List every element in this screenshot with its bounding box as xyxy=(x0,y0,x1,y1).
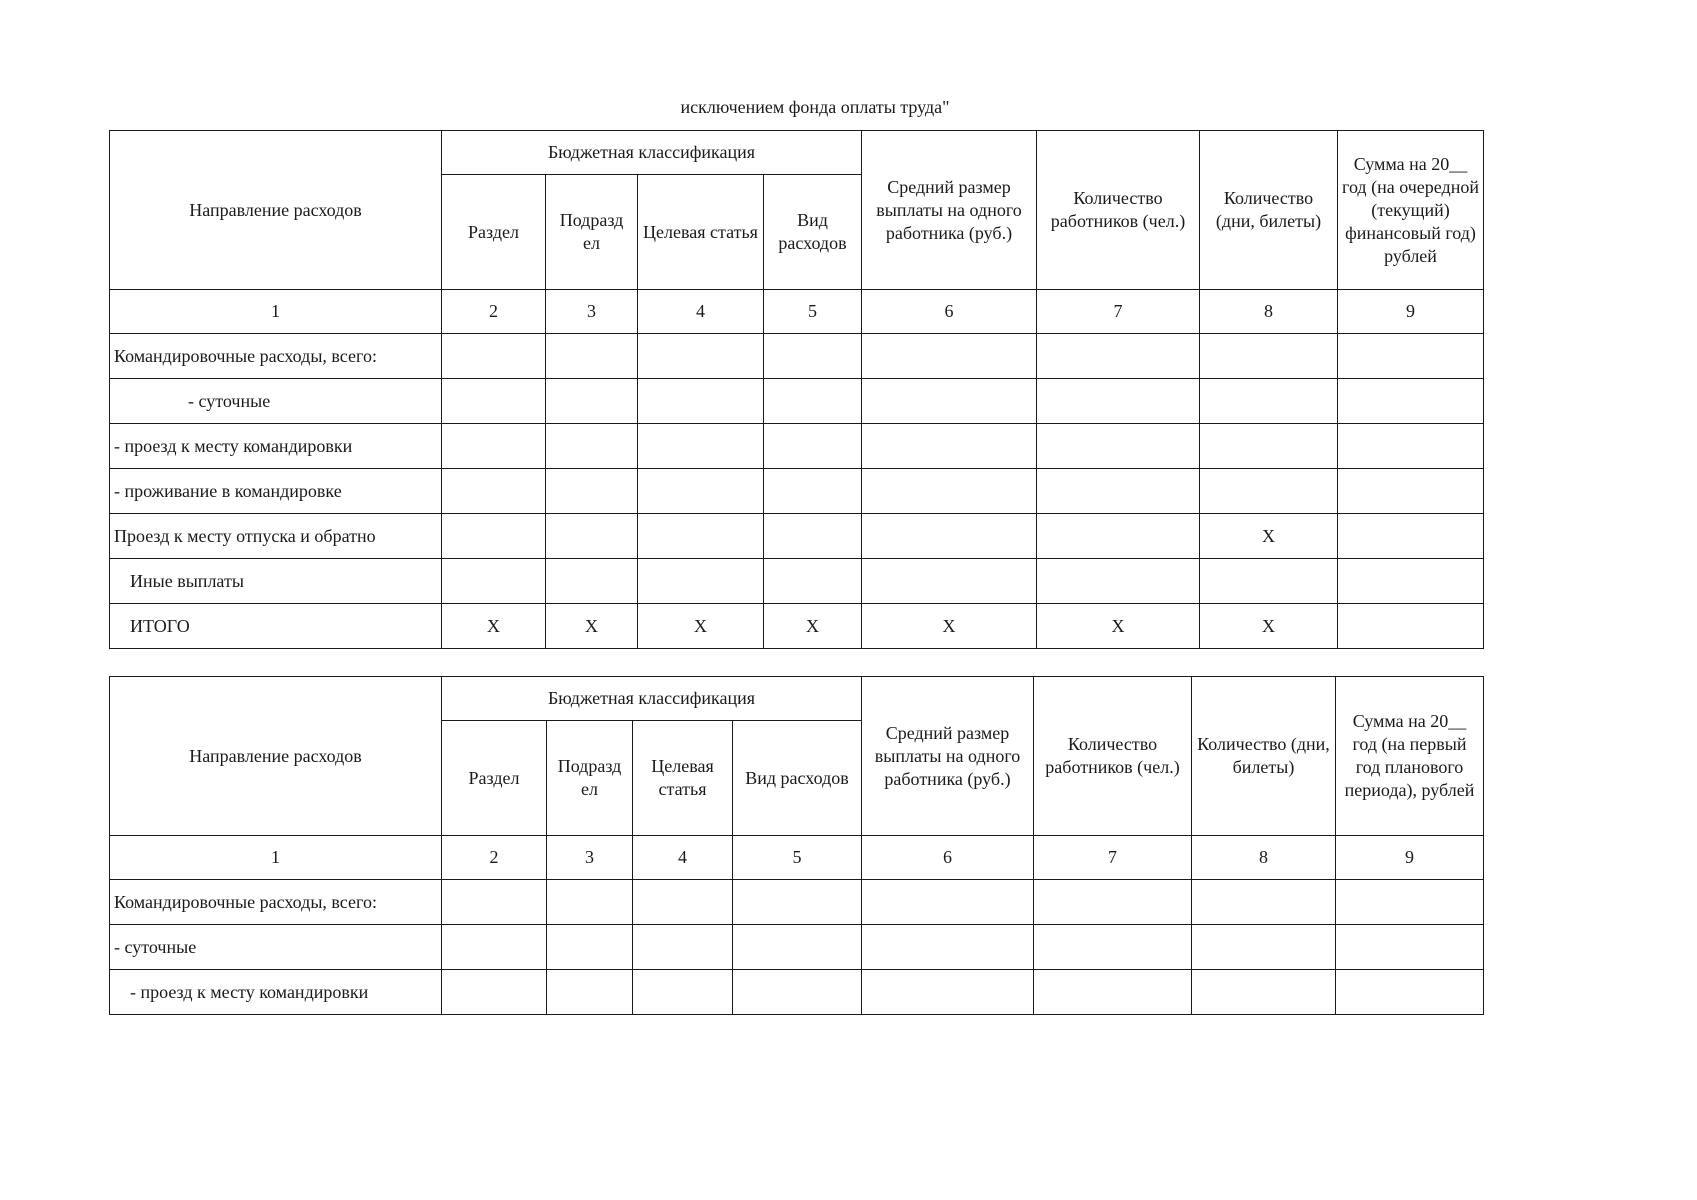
table-row xyxy=(110,379,1484,424)
table-cell xyxy=(442,514,546,559)
table-cell: X xyxy=(546,604,638,649)
col-number: 8 xyxy=(1192,836,1336,880)
table-row xyxy=(110,559,1484,604)
col-number: 6 xyxy=(862,290,1037,334)
table-cell xyxy=(862,880,1034,925)
table-cell: X xyxy=(764,604,862,649)
header-direction: Направление расходов xyxy=(110,677,442,836)
table-cell: X xyxy=(1200,604,1338,649)
table-cell xyxy=(1200,334,1338,379)
table-cell xyxy=(546,469,638,514)
column-number-row xyxy=(110,290,1484,334)
row-label: - проезд к месту командировки xyxy=(110,970,442,1015)
table-cell xyxy=(1338,514,1484,559)
table-cell: X xyxy=(442,604,546,649)
table-cell xyxy=(546,334,638,379)
table-cell xyxy=(442,334,546,379)
table-cell xyxy=(546,559,638,604)
table-cell xyxy=(1037,514,1200,559)
table-row xyxy=(110,424,1484,469)
table-cell xyxy=(1336,925,1484,970)
col-number: 4 xyxy=(633,836,733,880)
table-cell xyxy=(638,379,764,424)
table-cell xyxy=(1192,925,1336,970)
header-budget-classification: Бюджетная классификация xyxy=(442,131,862,175)
table-cell xyxy=(764,469,862,514)
row-label: Иные выплаты xyxy=(110,559,442,604)
table-cell xyxy=(442,559,546,604)
row-label: - суточные xyxy=(110,925,442,970)
header-target-article: Целевая статья xyxy=(638,175,764,290)
table-cell xyxy=(733,925,862,970)
table-cell xyxy=(862,469,1037,514)
header-expense-type: Вид расходов xyxy=(764,175,862,290)
header-workers-count: Количество работников (чел.) xyxy=(1034,677,1192,836)
table-cell xyxy=(1338,604,1484,649)
table-row xyxy=(110,925,1484,970)
header-workers-count: Количество работников (чел.) xyxy=(1037,131,1200,290)
col-number: 7 xyxy=(1037,290,1200,334)
table-cell xyxy=(1037,469,1200,514)
table-cell xyxy=(1192,970,1336,1015)
table-cell xyxy=(1338,559,1484,604)
header-subsection: Подразд ел xyxy=(546,175,638,290)
table-cell xyxy=(442,469,546,514)
document-title: исключением фонда оплаты труда" xyxy=(680,97,950,117)
table-cell xyxy=(1034,925,1192,970)
table-cell: X xyxy=(862,604,1037,649)
col-number: 1 xyxy=(110,290,442,334)
table-cell: X xyxy=(1200,514,1338,559)
table-cell xyxy=(764,559,862,604)
table-row xyxy=(110,514,1484,559)
header-sum: Сумма на 20__ год (на первый год планового периода), рублей xyxy=(1336,677,1484,836)
table-cell xyxy=(1200,379,1338,424)
col-number: 4 xyxy=(638,290,764,334)
header-avg-payment: Средний размер выплаты на одного работника (руб.) xyxy=(862,677,1034,836)
table-cell xyxy=(764,424,862,469)
table-cell xyxy=(1200,559,1338,604)
table-cell xyxy=(1037,379,1200,424)
row-label: Проезд к месту отпуска и обратно xyxy=(110,514,442,559)
table-cell xyxy=(862,970,1034,1015)
col-number: 7 xyxy=(1034,836,1192,880)
table-row xyxy=(110,469,1484,514)
table-cell xyxy=(862,379,1037,424)
table-cell xyxy=(633,970,733,1015)
table-cell: X xyxy=(1037,604,1200,649)
table-row xyxy=(110,970,1484,1015)
table-cell xyxy=(547,970,633,1015)
table-cell xyxy=(546,424,638,469)
col-number: 9 xyxy=(1336,836,1484,880)
row-label: Командировочные расходы, всего: xyxy=(110,334,442,379)
header-days-tickets: Количество (дни, билеты) xyxy=(1200,131,1338,290)
table-cell xyxy=(1336,880,1484,925)
col-number: 3 xyxy=(546,290,638,334)
header-avg-payment: Средний размер выплаты на одного работника (руб.) xyxy=(862,131,1037,290)
header-budget-classification: Бюджетная классификация xyxy=(442,677,862,721)
table-cell xyxy=(638,559,764,604)
table-cell xyxy=(1034,970,1192,1015)
table-cell xyxy=(442,424,546,469)
table-row xyxy=(110,604,1484,649)
header-section: Раздел xyxy=(442,175,546,290)
row-label: - суточные xyxy=(110,379,442,424)
col-number: 6 xyxy=(862,836,1034,880)
table-cell: X xyxy=(638,604,764,649)
expense-table-current-year xyxy=(109,130,1484,649)
row-label-total: ИТОГО xyxy=(110,604,442,649)
table-cell xyxy=(1200,469,1338,514)
col-number: 2 xyxy=(442,836,547,880)
table-cell xyxy=(1338,334,1484,379)
table-cell xyxy=(1037,424,1200,469)
table-cell xyxy=(1336,970,1484,1015)
table-cell xyxy=(442,970,547,1015)
col-number: 3 xyxy=(547,836,633,880)
header-subsection: Подразд ел xyxy=(547,721,633,836)
header-direction: Направление расходов xyxy=(110,131,442,290)
row-label: - проезд к месту командировки xyxy=(110,424,442,469)
table-cell xyxy=(862,424,1037,469)
table-cell xyxy=(1338,469,1484,514)
col-number: 2 xyxy=(442,290,546,334)
table-cell xyxy=(633,880,733,925)
header-days-tickets: Количество (дни, билеты) xyxy=(1192,677,1336,836)
header-expense-type: Вид расходов xyxy=(733,721,862,836)
header-target-article: Целевая статья xyxy=(633,721,733,836)
table-cell xyxy=(547,880,633,925)
row-label: - проживание в командировке xyxy=(110,469,442,514)
table-cell xyxy=(442,925,547,970)
table-cell xyxy=(733,970,862,1015)
header-section: Раздел xyxy=(442,721,547,836)
row-label: Командировочные расходы, всего: xyxy=(110,880,442,925)
table-row xyxy=(110,880,1484,925)
table-cell xyxy=(1338,424,1484,469)
table-cell xyxy=(546,514,638,559)
col-number: 5 xyxy=(764,290,862,334)
table-cell xyxy=(862,334,1037,379)
table-cell xyxy=(1034,880,1192,925)
table-cell xyxy=(1338,379,1484,424)
table-cell xyxy=(1037,334,1200,379)
table-cell xyxy=(1037,559,1200,604)
table-cell xyxy=(733,880,862,925)
table-cell xyxy=(633,925,733,970)
column-number-row xyxy=(110,836,1484,880)
col-number: 5 xyxy=(733,836,862,880)
table-cell xyxy=(638,469,764,514)
table-cell xyxy=(862,514,1037,559)
table-cell xyxy=(547,925,633,970)
table-cell xyxy=(638,514,764,559)
col-number: 9 xyxy=(1338,290,1484,334)
col-number: 8 xyxy=(1200,290,1338,334)
header-sum: Сумма на 20__ год (на очередной (текущий) финансовый год) рублей xyxy=(1338,131,1484,290)
table-cell xyxy=(764,379,862,424)
table-cell xyxy=(862,925,1034,970)
table-cell xyxy=(764,514,862,559)
col-number: 1 xyxy=(110,836,442,880)
expense-table-planning-year xyxy=(109,676,1484,1015)
table-cell xyxy=(1192,880,1336,925)
table-cell xyxy=(638,424,764,469)
table-cell xyxy=(442,379,546,424)
table-cell xyxy=(764,334,862,379)
table-cell xyxy=(638,334,764,379)
table-cell xyxy=(1200,424,1338,469)
table-row xyxy=(110,334,1484,379)
table-cell xyxy=(546,379,638,424)
table-cell xyxy=(442,880,547,925)
table-cell xyxy=(862,559,1037,604)
